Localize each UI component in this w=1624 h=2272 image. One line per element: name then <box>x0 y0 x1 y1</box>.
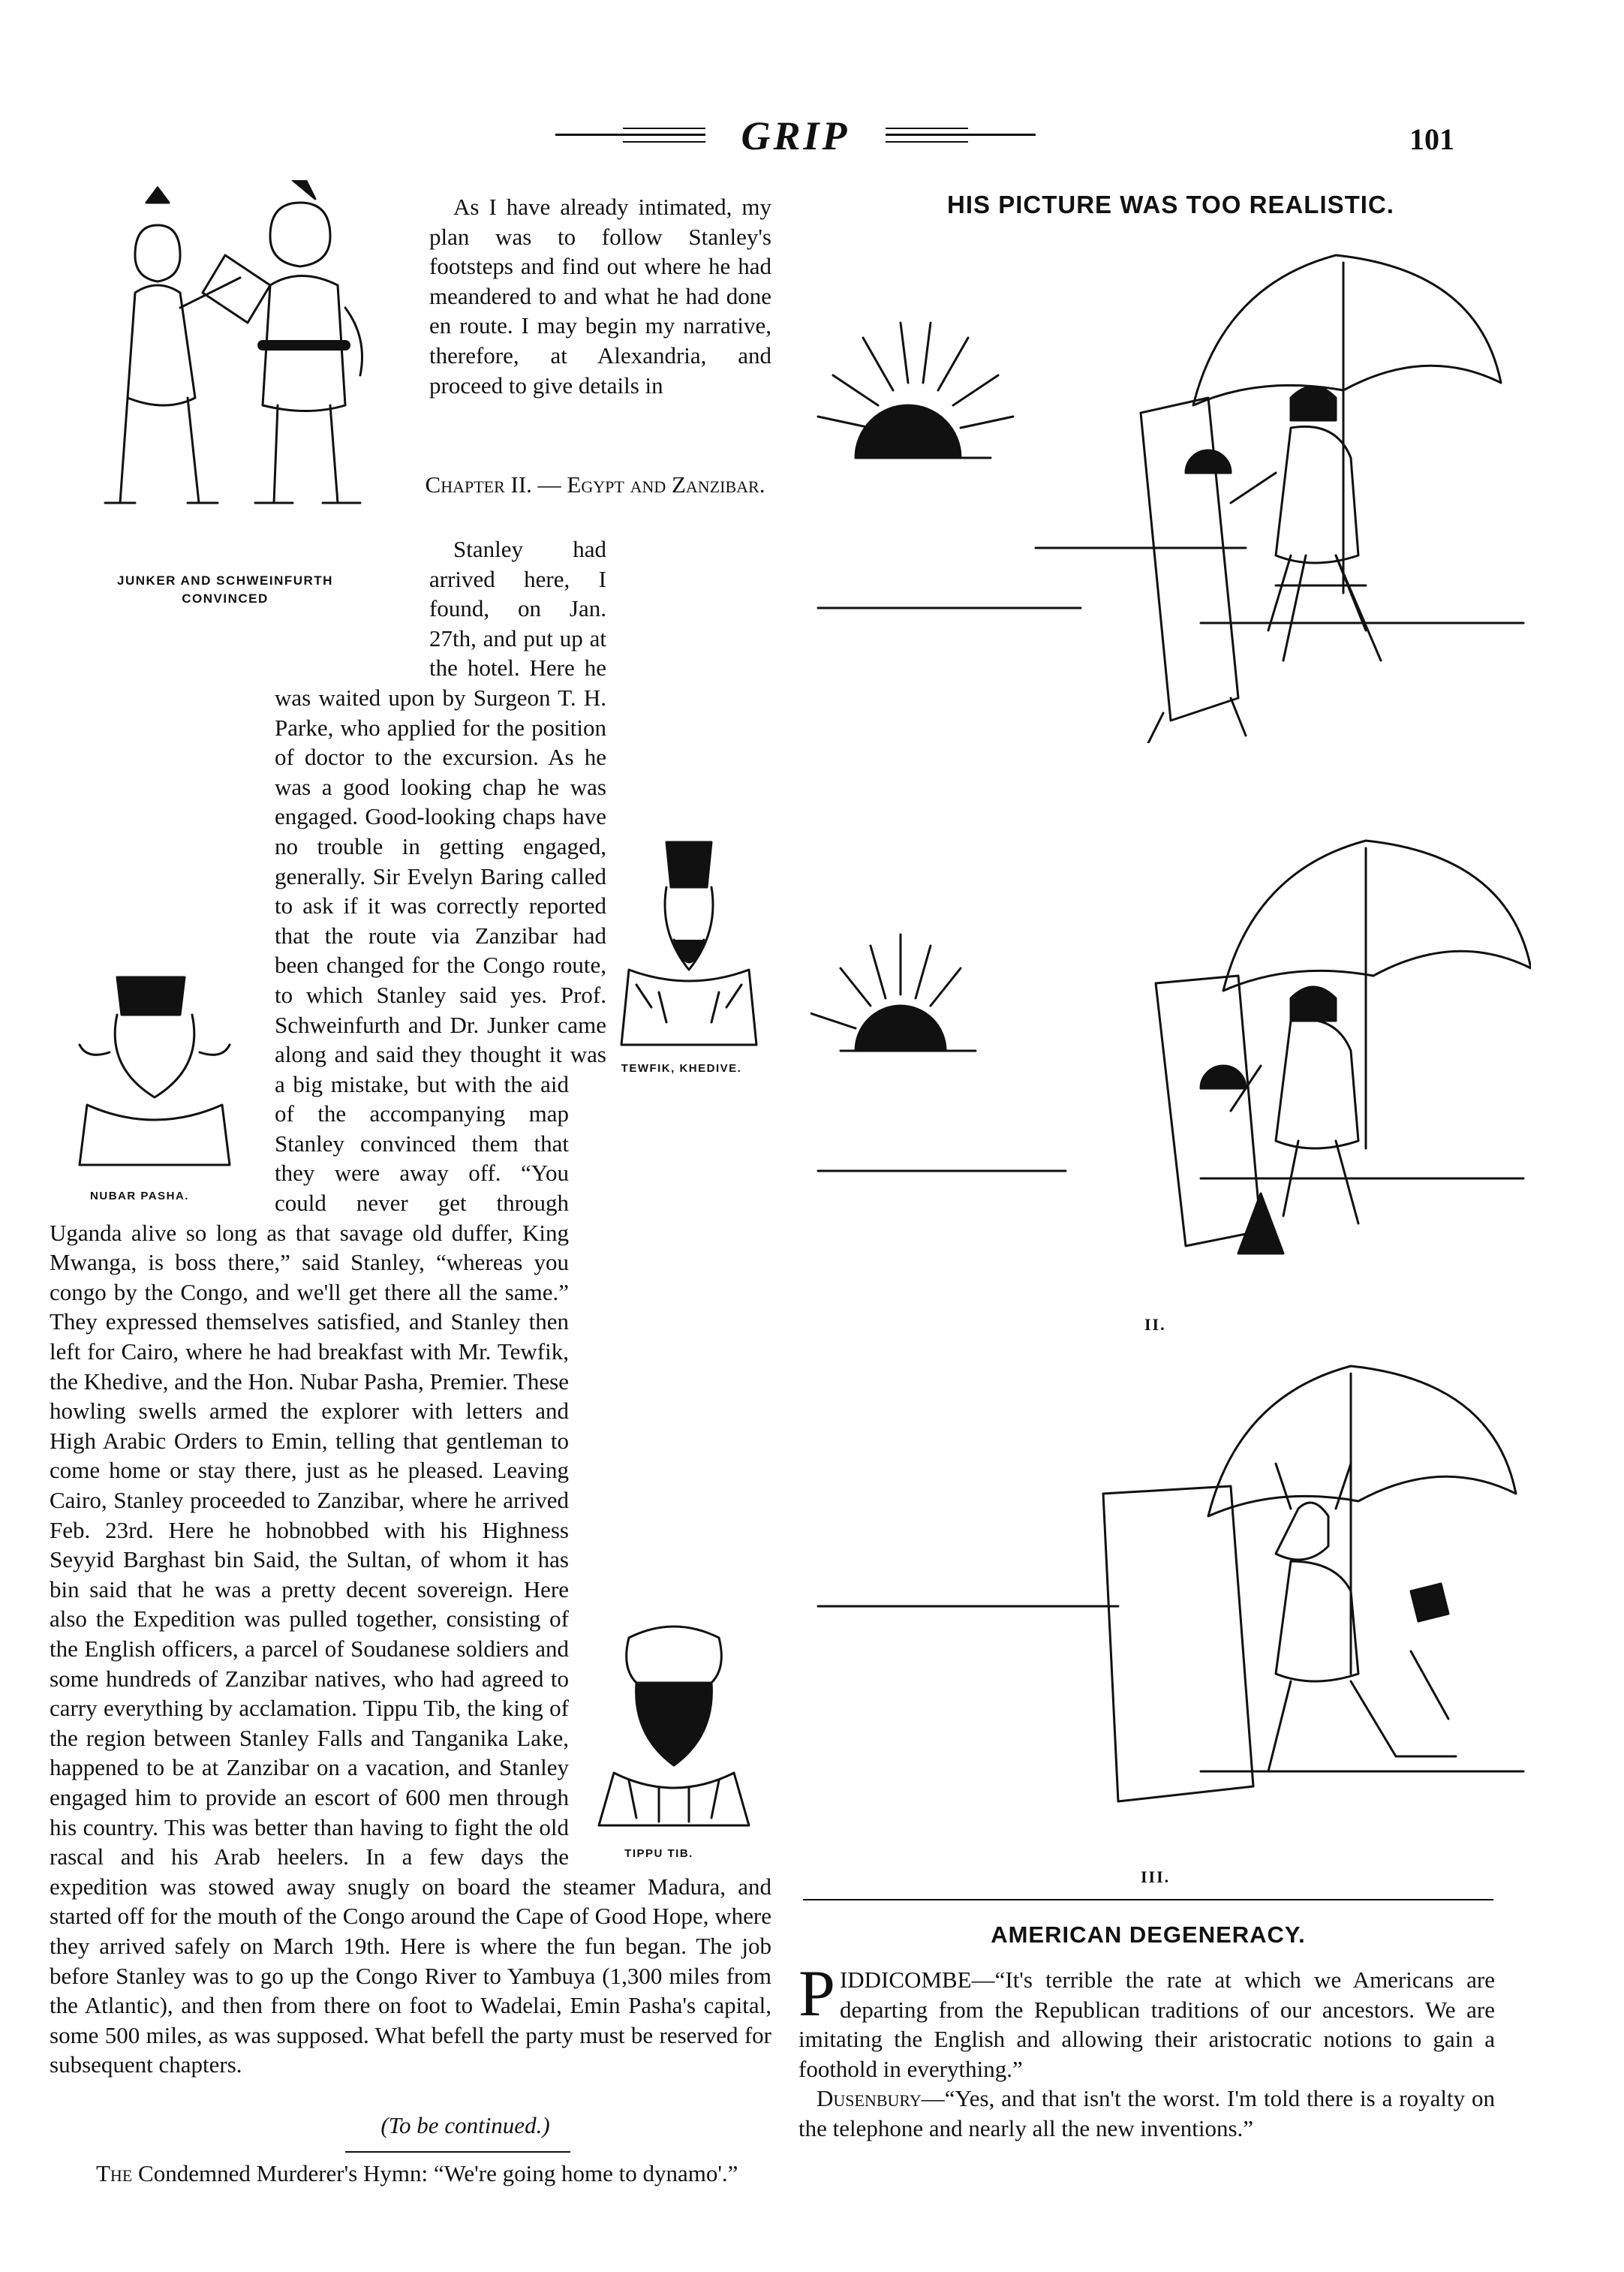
cartoon-title: HIS PICTURE WAS TOO REALISTIC. <box>947 191 1394 218</box>
squib-text: Condemned Murderer's Hymn: “We're going home to dynamo'.” <box>138 2160 738 2186</box>
to-be-continued: (To be continued.) <box>380 2112 550 2138</box>
cartoon-panel-1 <box>810 233 1531 743</box>
piddicombe-text: IDDICOMBE—“It's terrible the rate at which we Americans are departing from the Republican traditions of our ancestors. We are imitating the English and allowing their aristocratic notions to gain a foothold in everything.” <box>798 1967 1495 2082</box>
american-degeneracy-heading: AMERICAN DEGENERACY. <box>991 1921 1306 1948</box>
cartoon-panel-3 <box>810 1351 1531 1861</box>
right-column-rule <box>803 1899 1493 1900</box>
article-paragraph: Stanley had arrived here, I found, on Jan. 27th, and put up at the hotel. Here he was waited upon by Surgeon T. H. Parke, who applied for the position of doctor to the excursion. As he was a good looking chap he was engaged. Good-looking chaps have no trouble in getting engaged, generally. Sir Evelyn Baring called to ask if it was correctly reported that the route via Zanzibar had been changed for the Congo route, to which Stanley said yes. Prof. Schweinfurth and Dr. Junker came along and said they thought it was a big mistake, but with the aid of the accompanying map Stanley convinced them that they were away off. “You could never get through Uganda alive so long as that savage old duffer, King Mwanga, is boss there,” said Stanley, “whereas you congo by the Congo, and we'll get there all the same.” They expressed themselves satisfied, and Stanley then left for Cairo, where he had breakfast with Mr. Tewfik, the Khedive, and the Hon. Nubar Pasha, Premier. These howling swells armed the explorer with letters and High Arabic Orders to Emin, telling that gentleman to come home or stay there, just as he pleased. Leaving Cairo, Stanley proceeded to Zanzibar, where he arrived Feb. 23rd. Here he hobnobbed with his Highness Seyyid Barghast bin Said, the Sultan, of whom it has bin said that he was a pretty decent sovereign. Here also the Expedition was pulled together, consisting of the English officers, a parcel of Soudanese soldiers and some hundreds of Zanzibar natives, who had agreed to carry everything by acclamation. Tippu Tib, the king of the region between Stanley Falls and Tanganika Lake, happened to be at Zanzibar on a vacation, and Stanley engaged him to provide an escort of 600 men through his country. This was better than having to fight the old rascal and his Arab heelers. In a few days the expedition was stowed away snugly on board the steamer Madura, and started off for the mouth of the Congo around the Cape of Good Hope, where they arrived safely on March 19th. Here is where the fun began. The job before Stanley was to go up the Congo River to Yambuya (1,300 miles from the Atlantic), and then from there on foot to Wadelai, Emin Pasha's capital, some 500 miles, as was supposed. What befell the party must be reserved for subsequent chapters. <box>50 536 771 2078</box>
caption-tewfik: TEWFIK, KHEDIVE. <box>621 1062 742 1075</box>
page-number: 101 <box>1409 122 1454 156</box>
dusenbury-text: —“Yes, and that isn't the worst. I'm told there is a royalty on the telephone and nearly all the new inventions.” <box>798 2085 1495 2141</box>
squib-lead: The <box>96 2160 133 2186</box>
tewfik-portrait <box>614 835 764 1052</box>
panel-3-label: III. <box>1141 1867 1171 1886</box>
float-tewfik <box>606 835 771 1082</box>
piddicombe-paragraph <box>798 1958 1495 2084</box>
murderer-hymn-squib <box>50 2159 771 2189</box>
dropcap-p: P <box>798 1958 835 2030</box>
intro-paragraph: As I have already intimated, my plan was to follow Stanley's footsteps and find out where he had meandered to and what he had done en route. I may begin my narrative, therefore, at Alexandria, and proceed to give details in <box>429 194 771 399</box>
chapter-heading: Chapter II. — Egypt and Zanzibar. <box>425 471 765 498</box>
american-degeneracy-body <box>798 1958 1495 2144</box>
cartoon-panel-2 <box>810 818 1531 1283</box>
float-spacer-junker <box>50 534 429 655</box>
junker-schweinfurth-illustration <box>75 180 405 533</box>
masthead-title: GRIP <box>741 113 850 158</box>
dusenbury-paragraph <box>798 2084 1495 2143</box>
float-nubar <box>50 970 275 1217</box>
article-body <box>50 534 771 2103</box>
masthead <box>555 113 1036 165</box>
dusenbury-speaker: Dusenbury <box>817 2085 922 2112</box>
nubar-portrait <box>65 970 245 1172</box>
panel-2-label: II. <box>1144 1315 1166 1334</box>
caption-junker: JUNKER AND SCHWEINFURTH CONVINCED <box>117 573 333 606</box>
left-column-rule <box>345 2151 570 2153</box>
float-tippu <box>569 1623 771 1870</box>
caption-tippu: TIPPU TIB. <box>624 1847 693 1860</box>
caption-nubar: NUBAR PASHA. <box>90 1190 189 1202</box>
tippu-portrait <box>584 1623 764 1833</box>
